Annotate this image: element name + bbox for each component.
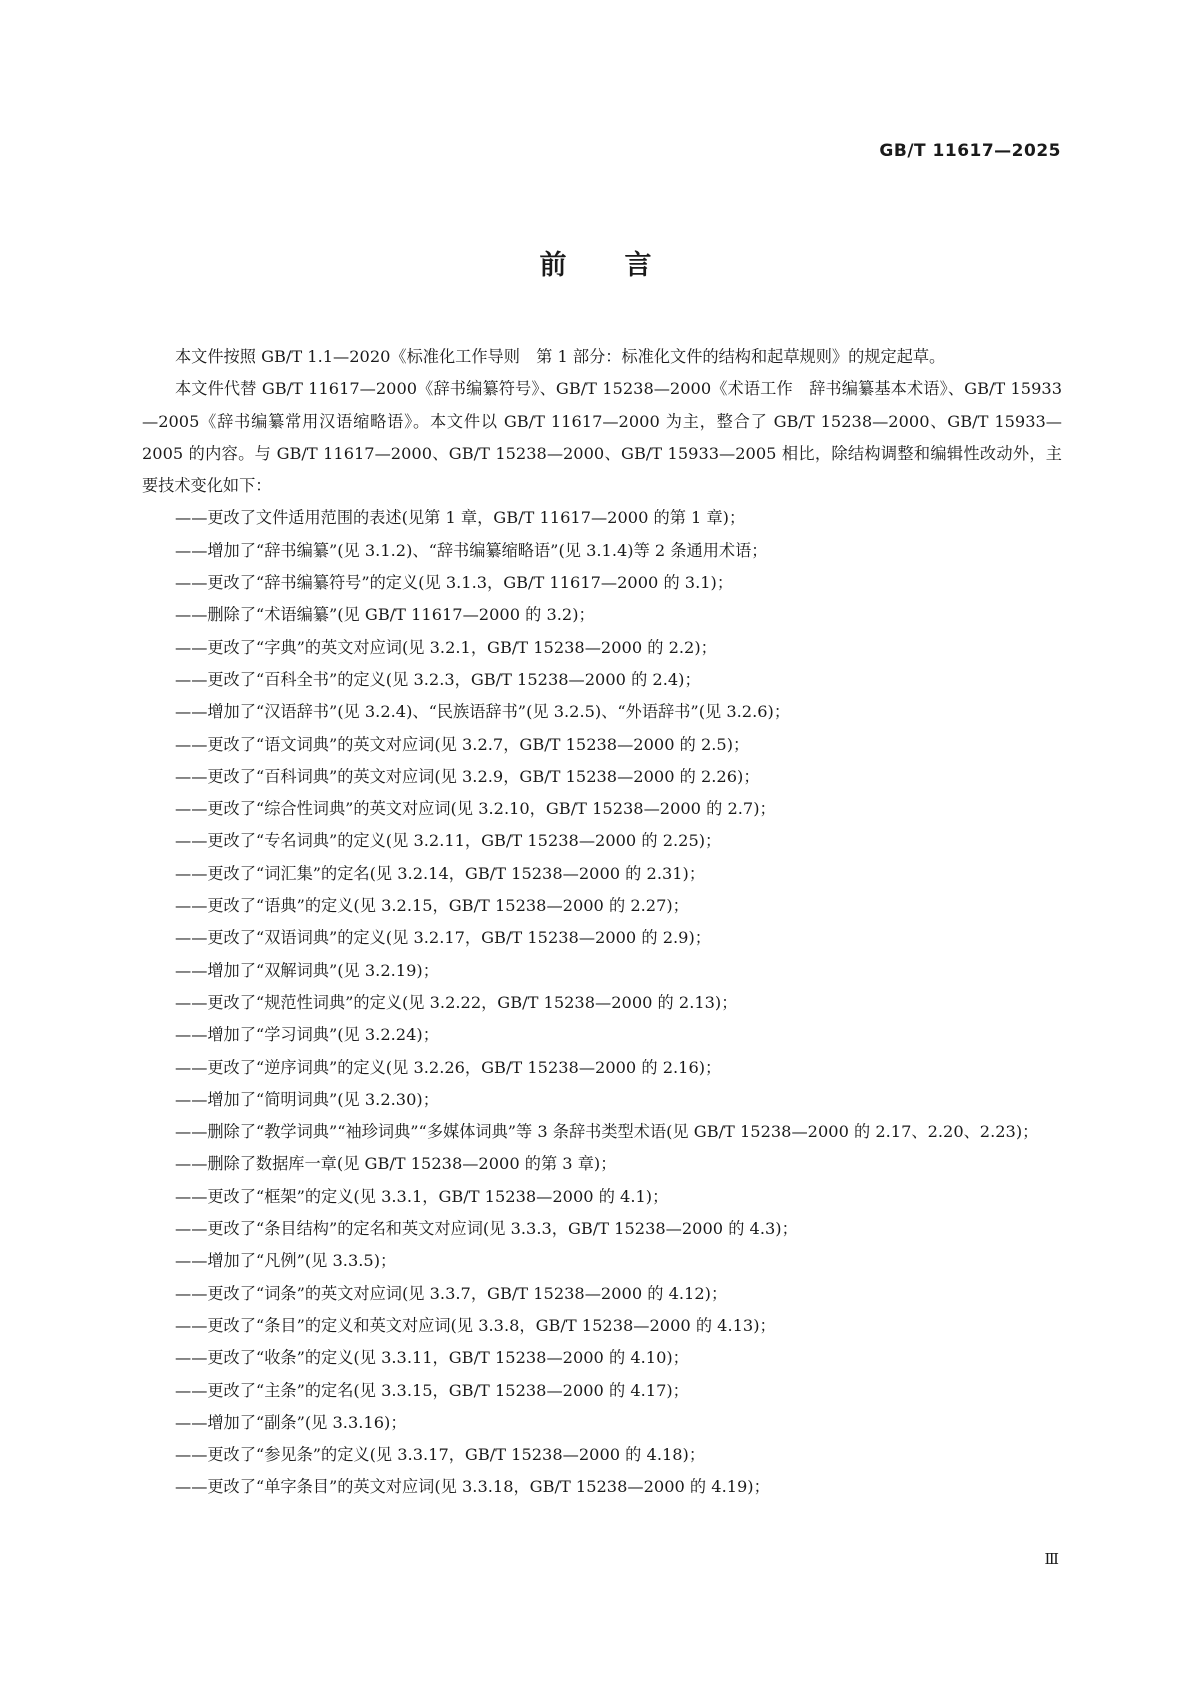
change-item: ——增加了“学习词典”(见 3.2.24)；	[175, 1025, 439, 1045]
change-item: ——更改了“参见条”的定义(见 3.3.17，GB/T 15238—2000 的 4.18)；	[175, 1445, 706, 1465]
change-item: ——更改了“规范性词典”的定义(见 3.2.22，GB/T 15238—2000 的 2.13)；	[175, 992, 738, 1012]
change-item: ——删除了“术语编纂”(见 GB/T 11617—2000 的 3.2)；	[175, 605, 595, 625]
change-item: ——更改了“字典”的英文对应词(见 3.2.1，GB/T 15238—2000 的 2.2)；	[175, 637, 717, 657]
change-item: ——增加了“凡例”(见 3.3.5)；	[175, 1251, 397, 1271]
change-item: ——更改了“辞书编纂符号”的定义(见 3.1.3，GB/T 11617—2000 的 3.1)；	[175, 573, 734, 593]
change-item: ——更改了“词条”的英文对应词(见 3.3.7，GB/T 15238—2000 的 4.12)；	[175, 1283, 728, 1303]
change-item: ——更改了“词汇集”的定名(见 3.2.14，GB/T 15238—2000 的 2.31)；	[175, 863, 706, 883]
change-item: ——增加了“简明词典”(见 3.2.30)；	[175, 1089, 439, 1109]
change-item: ——更改了“框架”的定义(见 3.3.1，GB/T 15238—2000 的 4.1)；	[175, 1186, 669, 1206]
page-number: Ⅲ	[1044, 1550, 1059, 1568]
change-item: ——删除了“教学词典”“袖珍词典”“多媒体词典”等 3 条辞书类型术语(见 GB/T 15238—2000 的 2.17、2.20、2.23)；	[175, 1122, 1039, 1142]
technical-changes-list	[142, 502, 1062, 1503]
change-item: ——更改了“主条”的定名(见 3.3.15，GB/T 15238—2000 的 4.17)；	[175, 1380, 689, 1400]
change-item: ——更改了“收条”的定义(见 3.3.11，GB/T 15238—2000 的 4.10)；	[175, 1348, 689, 1368]
change-item: ——更改了“语典”的定义(见 3.2.15，GB/T 15238—2000 的 2.27)；	[175, 896, 689, 916]
change-item: ——更改了“百科词典”的英文对应词(见 3.2.9，GB/T 15238—2000 的 2.26)；	[175, 766, 760, 786]
change-item: ——更改了“条目结构”的定名和英文对应词(见 3.3.3，GB/T 15238—2000 的 4.3)；	[175, 1219, 798, 1239]
change-item: ——删除了数据库一章(见 GB/T 15238—2000 的第 3 章)；	[175, 1154, 617, 1174]
change-item: ——增加了“双解词典”(见 3.2.19)；	[175, 960, 439, 980]
foreword-body	[142, 341, 1062, 1504]
change-item: ——更改了“双语词典”的定义(见 3.2.17，GB/T 15238—2000 的 2.9)；	[175, 928, 711, 948]
change-item: ——更改了文件适用范围的表述(见第 1 章，GB/T 11617—2000 的第 1 章)；	[175, 508, 746, 528]
standard-number: GB/T 11617—2025	[879, 141, 1061, 161]
page-title: 前言	[539, 250, 710, 281]
change-item: ——更改了“单字条目”的英文对应词(见 3.3.18，GB/T 15238—2000 的 4.19)；	[175, 1477, 770, 1497]
intro-paragraph-drafting: 本文件按照 GB/T 1.1—2020《标准化工作导则 第 1 部分：标准化文件的结构和起草规则》的规定起草。	[175, 347, 946, 366]
change-item: ——增加了“副条”(见 3.3.16)；	[175, 1412, 407, 1432]
intro-paragraph-replacement: 本文件代替 GB/T 11617—2000《辞书编纂符号》、GB/T 15238—2000《术语工作 辞书编纂基本术语》、GB/T 15933—2005《辞书编纂常用汉语缩略语》。本文件以 GB/T 11617—2000 为主，整合了 GB/T 15238—2000、GB/T 15933—2005 的内容。与 GB/T 11617—2000、GB/T 15238—2000、GB/T 15933—2005 相比，除结构调整和编辑性改动外，主要技术变化如下：	[142, 379, 1062, 496]
change-item: ——增加了“汉语辞书”(见 3.2.4)、“民族语辞书”(见 3.2.5)、“外语辞书”(见 3.2.6)；	[175, 702, 791, 722]
change-item: ——增加了“辞书编纂”(见 3.1.2)、“辞书编纂缩略语”(见 3.1.4)等 2 条通用术语；	[175, 540, 768, 560]
change-item: ——更改了“语文词典”的英文对应词(见 3.2.7，GB/T 15238—2000 的 2.5)；	[175, 734, 750, 754]
change-item: ——更改了“综合性词典”的英文对应词(见 3.2.10，GB/T 15238—2000 的 2.7)；	[175, 799, 776, 819]
change-item: ——更改了“逆序词典”的定义(见 3.2.26，GB/T 15238—2000 的 2.16)；	[175, 1057, 722, 1077]
change-item: ——更改了“专名词典”的定义(见 3.2.11，GB/T 15238—2000 的 2.25)；	[175, 831, 722, 851]
change-item: ——更改了“百科全书”的定义(见 3.2.3，GB/T 15238—2000 的 2.4)；	[175, 669, 701, 689]
change-item: ——更改了“条目”的定义和英文对应词(见 3.3.8，GB/T 15238—2000 的 4.13)；	[175, 1315, 776, 1335]
